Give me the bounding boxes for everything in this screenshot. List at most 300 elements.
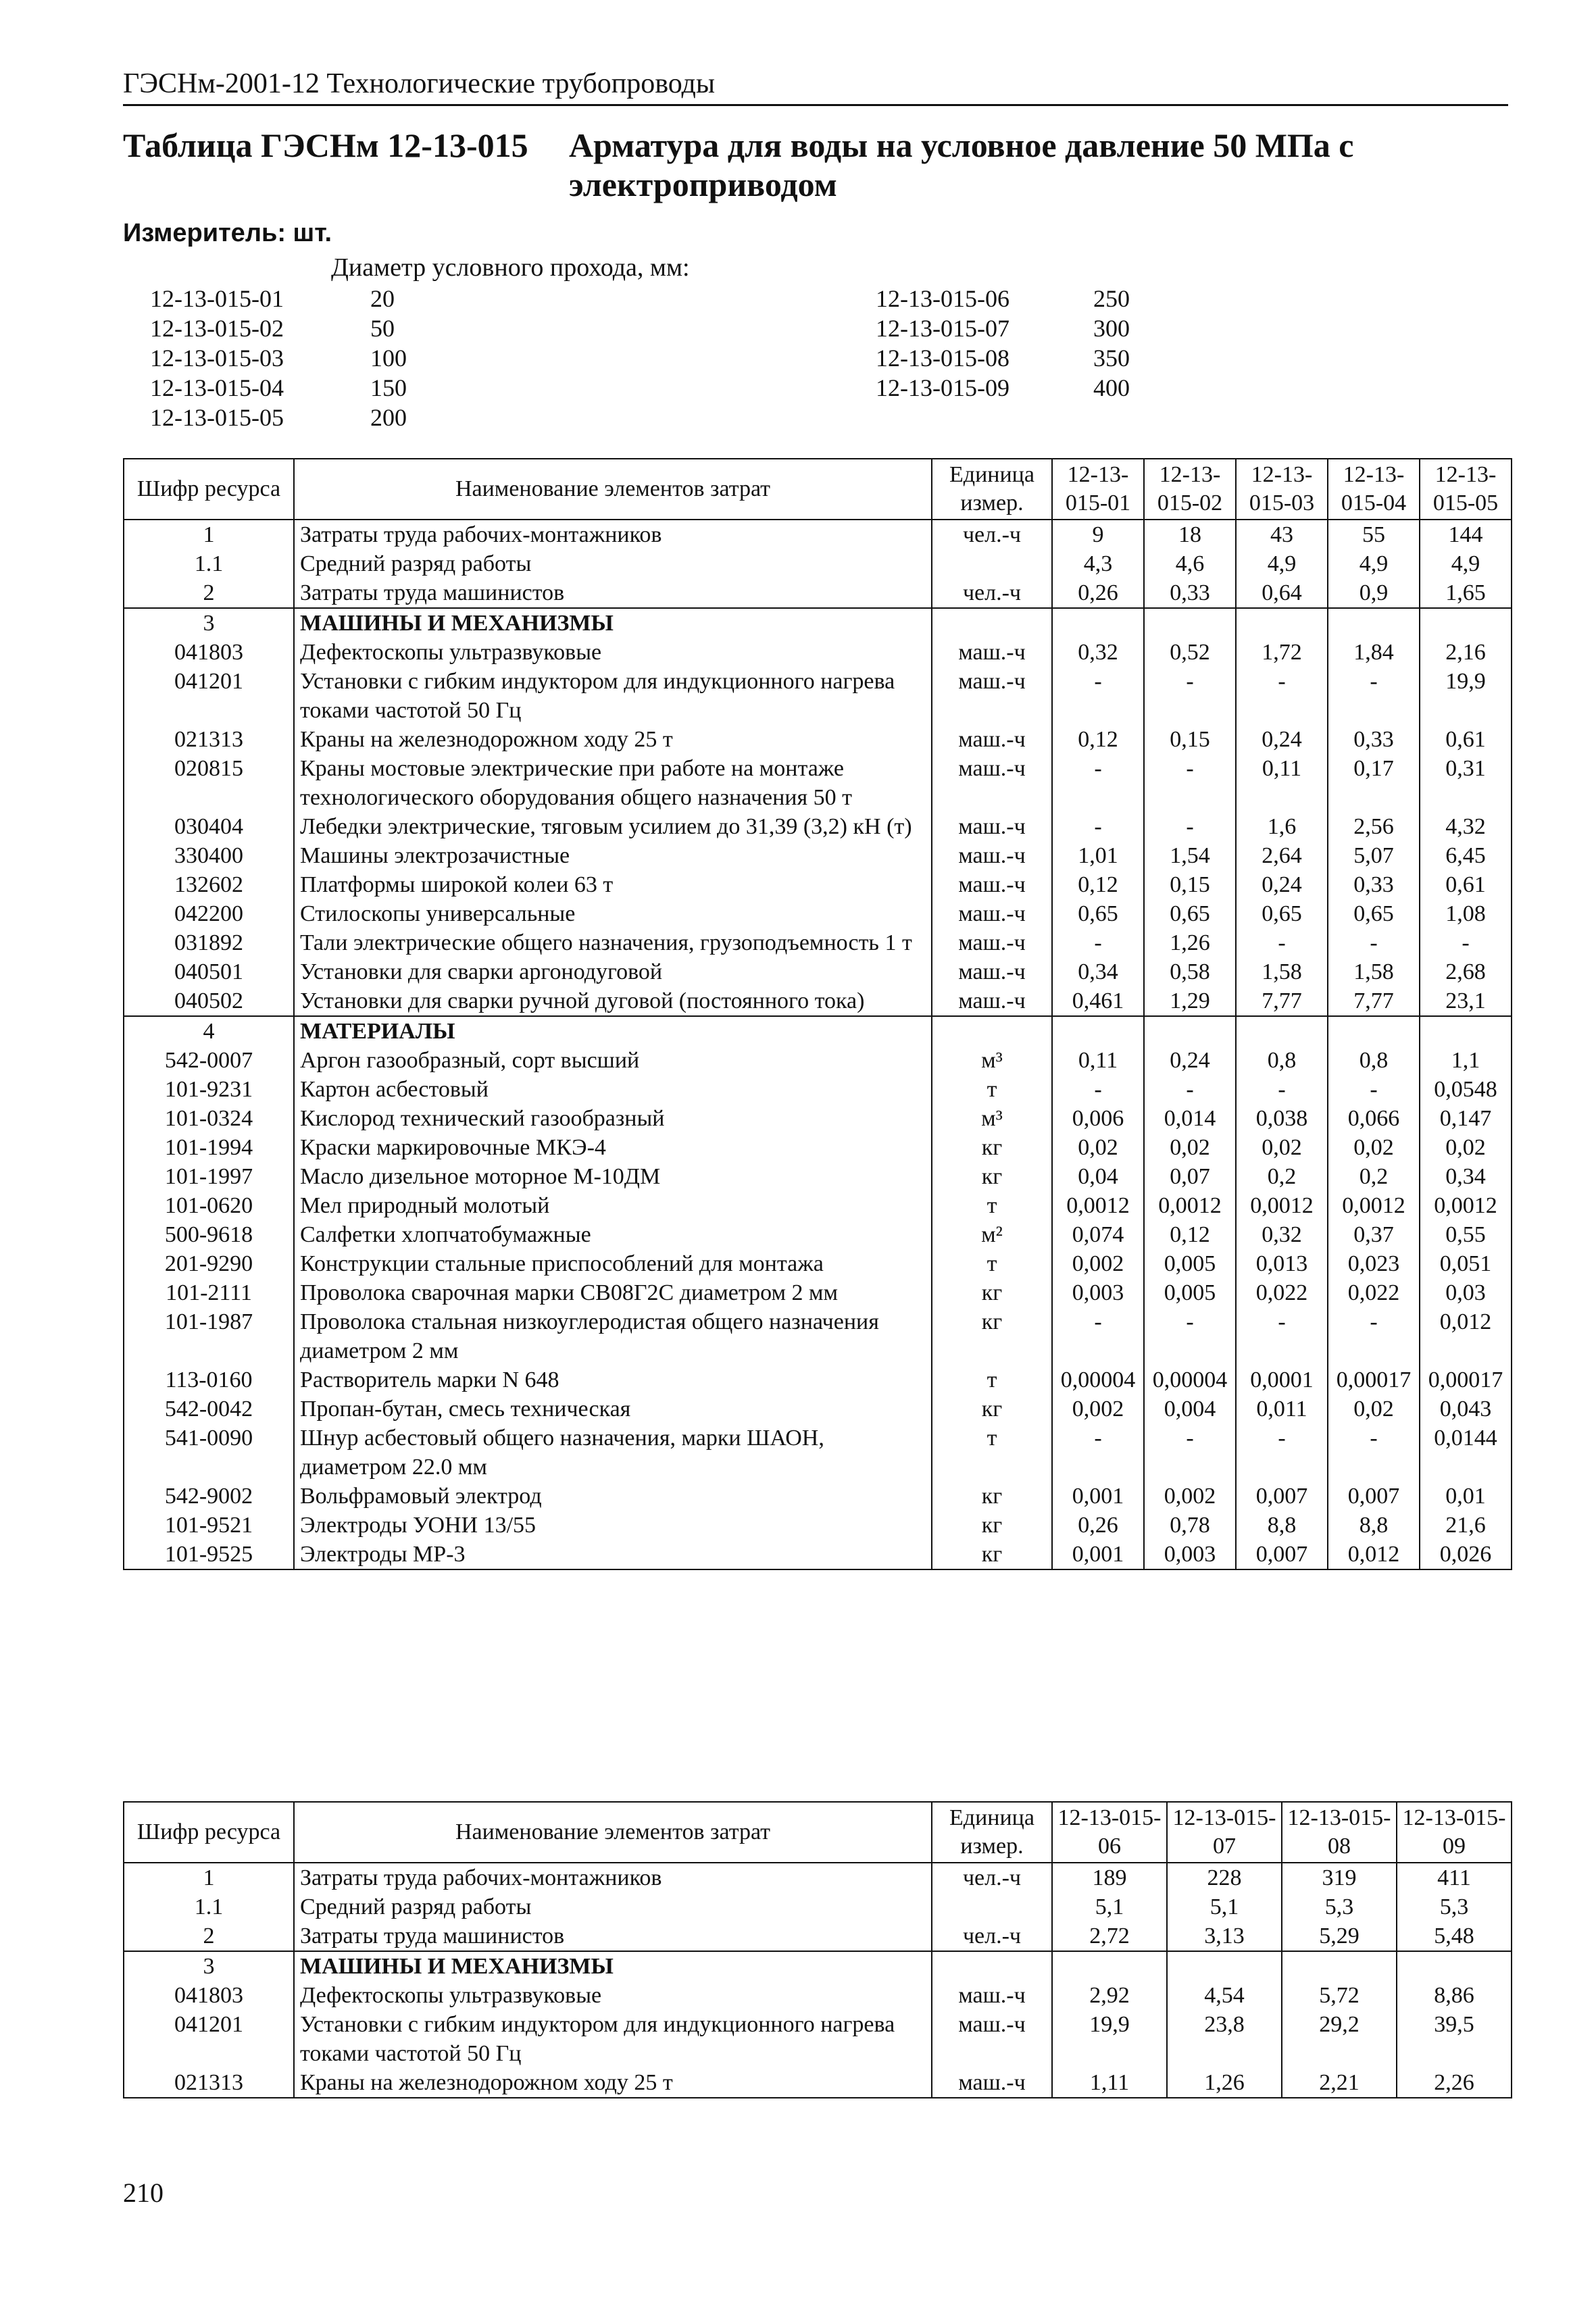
norm-value: 0,051 — [1420, 1249, 1512, 1278]
norm-value: - — [1328, 667, 1420, 725]
norm-value: 0,65 — [1236, 899, 1328, 928]
running-title: ГЭСНм-2001-12 Технологические трубопроводы — [123, 66, 1508, 106]
variant-diameter: 50 — [370, 315, 395, 342]
norm-value: 5,1 — [1167, 1892, 1282, 1921]
section-row — [124, 1016, 1512, 1046]
column-header: 12-13-015-09 — [1397, 1802, 1512, 1863]
cost-element-name: Масло дизельное моторное М-10ДМ — [294, 1162, 932, 1191]
norm-value: 0,65 — [1052, 899, 1144, 928]
cost-element-name: Шнур асбестовый общего назначения, марки ШАОН, диаметром 22.0 мм — [294, 1424, 932, 1482]
norm-value — [1420, 1016, 1512, 1046]
norm-value: - — [1052, 928, 1144, 957]
norm-value: 8,8 — [1236, 1511, 1328, 1540]
resource-code: 041201 — [124, 667, 294, 725]
column-header: Наименование элементов затрат — [294, 1802, 932, 1863]
norm-value: 0,003 — [1052, 1278, 1144, 1307]
table-row — [124, 928, 1512, 957]
norm-value: - — [1144, 812, 1236, 841]
norm-value: 0,00004 — [1144, 1365, 1236, 1394]
cost-element-name: Средний разряд работы — [294, 1892, 932, 1921]
norm-value: 55 — [1328, 520, 1420, 549]
table-row — [124, 754, 1512, 812]
norm-value: 0,15 — [1144, 870, 1236, 899]
column-header: 12-13-015-05 — [1420, 459, 1512, 520]
norm-value: - — [1328, 928, 1420, 957]
norm-value: 0,07 — [1144, 1162, 1236, 1191]
column-header: Единица измер. — [932, 459, 1052, 520]
resource-code: 021313 — [124, 725, 294, 754]
norm-value: 0,33 — [1328, 870, 1420, 899]
norm-value: 1,65 — [1420, 578, 1512, 608]
norm-value: 0,074 — [1052, 1220, 1144, 1249]
norm-value: - — [1236, 667, 1328, 725]
norm-value: 0,8 — [1236, 1046, 1328, 1075]
unit-of-measure — [932, 1892, 1052, 1921]
table-2-header — [124, 1802, 1512, 1863]
resource-code: 101-9521 — [124, 1511, 294, 1540]
cost-element-name: Краны на железнодорожном ходу 25 т — [294, 725, 932, 754]
norm-value: 0,014 — [1144, 1104, 1236, 1133]
unit-of-measure: чел.-ч — [932, 578, 1052, 608]
table-row — [124, 1365, 1512, 1394]
norm-value: 23,8 — [1167, 2010, 1282, 2068]
norm-value: 0,007 — [1328, 1482, 1420, 1511]
norm-value: 0,00004 — [1052, 1365, 1144, 1394]
norm-value: 4,9 — [1236, 549, 1328, 578]
unit-of-measure — [932, 1951, 1052, 1981]
cost-element-name: Салфетки хлопчатобумажные — [294, 1220, 932, 1249]
resource-code: 542-0007 — [124, 1046, 294, 1075]
norm-value: 0,31 — [1420, 754, 1512, 812]
norm-value: 4,9 — [1328, 549, 1420, 578]
table-title: Арматура для воды на условное давление 50 МПа с электроприводом — [569, 126, 1354, 203]
norm-value: 5,1 — [1052, 1892, 1167, 1921]
norm-value: 2,56 — [1328, 812, 1420, 841]
variant-diameter: 20 — [370, 285, 395, 312]
norm-value: 0,002 — [1144, 1482, 1236, 1511]
norm-value: 0,0012 — [1144, 1191, 1236, 1220]
norm-value: 0,02 — [1144, 1133, 1236, 1162]
norm-value: 5,3 — [1397, 1892, 1512, 1921]
norm-value: 2,64 — [1236, 841, 1328, 870]
norm-value: - — [1144, 754, 1236, 812]
norm-value: 0,026 — [1420, 1540, 1512, 1569]
table-row — [124, 638, 1512, 667]
table-row — [124, 1220, 1512, 1249]
norm-value: 0,12 — [1144, 1220, 1236, 1249]
norm-value: - — [1236, 928, 1328, 957]
norm-value: - — [1236, 1424, 1328, 1482]
norm-value: 0,24 — [1236, 870, 1328, 899]
table-row — [124, 957, 1512, 986]
norm-value: 0,78 — [1144, 1511, 1236, 1540]
table-row — [124, 1863, 1512, 1892]
norm-value: 5,07 — [1328, 841, 1420, 870]
unit-of-measure: кг — [932, 1511, 1052, 1540]
cost-element-name: Конструкции стальные приспособлений для монтажа — [294, 1249, 932, 1278]
table-row — [124, 549, 1512, 578]
norm-value: 1,72 — [1236, 638, 1328, 667]
resource-code: 3 — [124, 1951, 294, 1981]
norm-value: 0,52 — [1144, 638, 1236, 667]
norm-value: 0,0001 — [1236, 1365, 1328, 1394]
section-row — [124, 608, 1512, 638]
table-row — [124, 1921, 1512, 1951]
norm-value: 0,022 — [1328, 1278, 1420, 1307]
norm-value: 0,55 — [1420, 1220, 1512, 1249]
cost-element-name: Средний разряд работы — [294, 549, 932, 578]
resource-code: 040501 — [124, 957, 294, 986]
resource-code: 2 — [124, 1921, 294, 1951]
norm-value: - — [1328, 1307, 1420, 1365]
norm-value: 0,37 — [1328, 1220, 1420, 1249]
norm-value: - — [1052, 754, 1144, 812]
norm-value — [1328, 608, 1420, 638]
cost-element-name: Проволока стальная низкоуглеродистая общего назначения диаметром 2 мм — [294, 1307, 932, 1365]
norm-value: 1,11 — [1052, 2068, 1167, 2098]
norm-value: - — [1144, 1424, 1236, 1482]
norm-value: 0,61 — [1420, 870, 1512, 899]
cost-element-name: Растворитель марки N 648 — [294, 1365, 932, 1394]
norm-value: 0,11 — [1236, 754, 1328, 812]
table-1-header — [124, 459, 1512, 520]
norm-value: 0,043 — [1420, 1394, 1512, 1424]
meter-label: Измеритель: шт. — [123, 219, 332, 247]
norm-value: 4,54 — [1167, 1981, 1282, 2010]
cost-element-name: Проволока сварочная марки СВ08Г2С диаметром 2 мм — [294, 1278, 932, 1307]
norm-value: 1,54 — [1144, 841, 1236, 870]
page-number: 210 — [123, 2178, 164, 2208]
norm-value: 0,007 — [1236, 1482, 1328, 1511]
unit-of-measure — [932, 608, 1052, 638]
cost-element-name: Дефектоскопы ультразвуковые — [294, 638, 932, 667]
norm-value: 0,9 — [1328, 578, 1420, 608]
cost-element-name: Мел природный молотый — [294, 1191, 932, 1220]
cost-element-name: Краски маркировочные МКЭ-4 — [294, 1133, 932, 1162]
norm-value: 0,26 — [1052, 578, 1144, 608]
norm-value: 2,68 — [1420, 957, 1512, 986]
unit-of-measure: маш.-ч — [932, 1981, 1052, 2010]
column-header: 12-13-015-02 — [1144, 459, 1236, 520]
variant-diameter: 100 — [370, 345, 407, 372]
norm-value: 0,013 — [1236, 1249, 1328, 1278]
variant-code: 12-13-015-07 — [876, 315, 1009, 342]
norm-value — [1144, 1016, 1236, 1046]
table-row — [124, 1249, 1512, 1278]
norm-value: 0,02 — [1420, 1133, 1512, 1162]
variant-diameter: 400 — [1093, 374, 1130, 401]
table-row — [124, 1075, 1512, 1104]
resource-code: 101-1997 — [124, 1162, 294, 1191]
column-header: Единица измер. — [932, 1802, 1052, 1863]
table-row — [124, 2068, 1512, 2098]
table-code: Таблица ГЭСНм 12-13-015 — [123, 126, 528, 164]
unit-of-measure: т — [932, 1075, 1052, 1104]
norm-value — [1328, 1016, 1420, 1046]
unit-of-measure: маш.-ч — [932, 754, 1052, 812]
resource-code: 330400 — [124, 841, 294, 870]
unit-of-measure: м³ — [932, 1104, 1052, 1133]
norm-value: 5,29 — [1282, 1921, 1397, 1951]
norm-value: 0,0012 — [1236, 1191, 1328, 1220]
table-row — [124, 1133, 1512, 1162]
variant-code: 12-13-015-08 — [876, 345, 1009, 372]
cost-element-name: Тали электрические общего назначения, грузоподъемность 1 т — [294, 928, 932, 957]
norm-value: - — [1328, 1075, 1420, 1104]
table-row — [124, 1278, 1512, 1307]
cost-element-name: Краны на железнодорожном ходу 25 т — [294, 2068, 932, 2098]
norm-value: 0,61 — [1420, 725, 1512, 754]
variant-diameter: 350 — [1093, 345, 1130, 372]
norm-value: 0,65 — [1144, 899, 1236, 928]
table-row — [124, 667, 1512, 725]
resource-code: 1.1 — [124, 549, 294, 578]
unit-of-measure: маш.-ч — [932, 667, 1052, 725]
cost-element-name: Установки для сварки ручной дуговой (постоянного тока) — [294, 986, 932, 1016]
table-row — [124, 725, 1512, 754]
norm-value: 0,02 — [1236, 1133, 1328, 1162]
table-row — [124, 986, 1512, 1016]
unit-of-measure: кг — [932, 1540, 1052, 1569]
resource-code: 030404 — [124, 812, 294, 841]
table-row — [124, 578, 1512, 608]
norm-value: 3,13 — [1167, 1921, 1282, 1951]
unit-of-measure: маш.-ч — [932, 812, 1052, 841]
norm-value: 189 — [1052, 1863, 1167, 1892]
column-header: 12-13-015-06 — [1052, 1802, 1167, 1863]
unit-of-measure: маш.-ч — [932, 928, 1052, 957]
norm-value: 0,01 — [1420, 1482, 1512, 1511]
norm-value: 4,3 — [1052, 549, 1144, 578]
variant-code: 12-13-015-09 — [876, 374, 1009, 401]
unit-of-measure: м² — [932, 1220, 1052, 1249]
variant-code: 12-13-015-03 — [150, 345, 284, 372]
norm-value: 0,023 — [1328, 1249, 1420, 1278]
norm-value: 4,9 — [1420, 549, 1512, 578]
resource-code: 020815 — [124, 754, 294, 812]
unit-of-measure: кг — [932, 1133, 1052, 1162]
resource-code: 101-0324 — [124, 1104, 294, 1133]
norm-value: - — [1236, 1075, 1328, 1104]
norm-value: 1,58 — [1236, 957, 1328, 986]
cost-element-name: Картон асбестовый — [294, 1075, 932, 1104]
norm-value: 0,15 — [1144, 725, 1236, 754]
norm-value: - — [1052, 1075, 1144, 1104]
unit-of-measure: маш.-ч — [932, 2010, 1052, 2068]
norm-value: 0,461 — [1052, 986, 1144, 1016]
resource-code: 542-0042 — [124, 1394, 294, 1424]
norm-value: 411 — [1397, 1863, 1512, 1892]
table-row — [124, 1511, 1512, 1540]
unit-of-measure: кг — [932, 1162, 1052, 1191]
norm-value: 5,48 — [1397, 1921, 1512, 1951]
variant-code: 12-13-015-01 — [150, 285, 284, 312]
resource-code: 101-9525 — [124, 1540, 294, 1569]
norm-value: 144 — [1420, 520, 1512, 549]
norm-value: 5,72 — [1282, 1981, 1397, 2010]
norm-value: 1,1 — [1420, 1046, 1512, 1075]
table-row — [124, 899, 1512, 928]
unit-of-measure: маш.-ч — [932, 899, 1052, 928]
cost-element-name: Машины электрозачистные — [294, 841, 932, 870]
norm-value: - — [1052, 1307, 1144, 1365]
column-header: Наименование элементов затрат — [294, 459, 932, 520]
norm-value: - — [1236, 1307, 1328, 1365]
norm-value: 0,012 — [1420, 1307, 1512, 1365]
resource-code: 042200 — [124, 899, 294, 928]
norm-value: 0,02 — [1328, 1394, 1420, 1424]
norm-value: 0,33 — [1144, 578, 1236, 608]
variant-code: 12-13-015-04 — [150, 374, 284, 401]
norm-value: 8,86 — [1397, 1981, 1512, 2010]
resource-code: 4 — [124, 1016, 294, 1046]
norm-value: 1,26 — [1144, 928, 1236, 957]
norm-value: 0,004 — [1144, 1394, 1236, 1424]
norm-value: 1,6 — [1236, 812, 1328, 841]
norm-value: 21,6 — [1420, 1511, 1512, 1540]
unit-of-measure: маш.-ч — [932, 957, 1052, 986]
norm-value: 0,0012 — [1052, 1191, 1144, 1220]
norm-value: 0,038 — [1236, 1104, 1328, 1133]
unit-of-measure: м³ — [932, 1046, 1052, 1075]
table-row — [124, 1892, 1512, 1921]
cost-element-name: Дефектоскопы ультразвуковые — [294, 1981, 932, 2010]
unit-of-measure: чел.-ч — [932, 1921, 1052, 1951]
norm-value — [1282, 1951, 1397, 1981]
norm-value: 6,45 — [1420, 841, 1512, 870]
cost-element-name: Краны мостовые электрические при работе на монтаже технологического оборудования общего назначения 50 т — [294, 754, 932, 812]
norm-value — [1052, 1016, 1144, 1046]
column-header: 12-13-015-04 — [1328, 459, 1420, 520]
norm-value: 0,006 — [1052, 1104, 1144, 1133]
unit-of-measure: кг — [932, 1394, 1052, 1424]
norm-value — [1052, 608, 1144, 638]
norm-value: 2,72 — [1052, 1921, 1167, 1951]
table-row — [124, 1307, 1512, 1365]
cost-element-name: Кислород технический газообразный — [294, 1104, 932, 1133]
unit-of-measure: маш.-ч — [932, 870, 1052, 899]
resource-code: 542-9002 — [124, 1482, 294, 1511]
resource-code: 101-0620 — [124, 1191, 294, 1220]
norm-value: 18 — [1144, 520, 1236, 549]
column-header: 12-13-015-03 — [1236, 459, 1328, 520]
norm-value: 1,29 — [1144, 986, 1236, 1016]
norm-value: 0,00017 — [1420, 1365, 1512, 1394]
norm-value: 19,9 — [1420, 667, 1512, 725]
norm-value: 4,6 — [1144, 549, 1236, 578]
norm-value: - — [1420, 928, 1512, 957]
norm-value: 23,1 — [1420, 986, 1512, 1016]
norm-value: 0,12 — [1052, 725, 1144, 754]
norm-value: 0,24 — [1236, 725, 1328, 754]
norm-value: 0,00017 — [1328, 1365, 1420, 1394]
table-row — [124, 1191, 1512, 1220]
unit-of-measure: т — [932, 1424, 1052, 1482]
norm-value: 0,34 — [1052, 957, 1144, 986]
norm-value: 0,64 — [1236, 578, 1328, 608]
norms-table-2 — [123, 1801, 1512, 2098]
resource-code: 1 — [124, 1863, 294, 1892]
cost-element-name: Лебедки электрические, тяговым усилием до 31,39 (3,2) кН (т) — [294, 812, 932, 841]
resource-code: 3 — [124, 608, 294, 638]
resource-code: 500-9618 — [124, 1220, 294, 1249]
unit-of-measure: т — [932, 1191, 1052, 1220]
unit-of-measure — [932, 1016, 1052, 1046]
norm-value: 0,17 — [1328, 754, 1420, 812]
norm-value: 2,92 — [1052, 1981, 1167, 2010]
norm-value — [1167, 1951, 1282, 1981]
norm-value: 0,02 — [1052, 1133, 1144, 1162]
norm-value: 0,003 — [1144, 1540, 1236, 1569]
norm-value: 0,02 — [1328, 1133, 1420, 1162]
column-header: Шифр ресурса — [124, 459, 294, 520]
resource-code: 041803 — [124, 1981, 294, 2010]
unit-of-measure: кг — [932, 1278, 1052, 1307]
unit-of-measure — [932, 549, 1052, 578]
cost-element-name: Затраты труда машинистов — [294, 1921, 932, 1951]
cost-element-name: Электроды МР-3 — [294, 1540, 932, 1569]
unit-of-measure: чел.-ч — [932, 520, 1052, 549]
norm-value: 1,01 — [1052, 841, 1144, 870]
norm-value: 0,12 — [1052, 870, 1144, 899]
cost-element-name: Затраты труда рабочих-монтажников — [294, 520, 932, 549]
resource-code: 031892 — [124, 928, 294, 957]
norm-value: 0,04 — [1052, 1162, 1144, 1191]
resource-code: 1.1 — [124, 1892, 294, 1921]
cost-element-name: Затраты труда рабочих-монтажников — [294, 1863, 932, 1892]
norm-value: 0,0548 — [1420, 1075, 1512, 1104]
table-row — [124, 1540, 1512, 1569]
norm-value: 0,65 — [1328, 899, 1420, 928]
resource-code: 041201 — [124, 2010, 294, 2068]
unit-of-measure: маш.-ч — [932, 725, 1052, 754]
norm-value: - — [1144, 1307, 1236, 1365]
unit-of-measure: маш.-ч — [932, 841, 1052, 870]
table-row — [124, 870, 1512, 899]
norm-value: 1,84 — [1328, 638, 1420, 667]
table-row — [124, 1981, 1512, 2010]
norm-value: 7,77 — [1236, 986, 1328, 1016]
resource-code: 1 — [124, 520, 294, 549]
unit-of-measure: кг — [932, 1482, 1052, 1511]
cost-element-name: МАШИНЫ И МЕХАНИЗМЫ — [294, 1951, 932, 1981]
norm-value: 319 — [1282, 1863, 1397, 1892]
norm-value: 7,77 — [1328, 986, 1420, 1016]
variant-diameter: 150 — [370, 374, 407, 401]
cost-element-name: Затраты труда машинистов — [294, 578, 932, 608]
resource-code: 132602 — [124, 870, 294, 899]
norm-value: 0,007 — [1236, 1540, 1328, 1569]
norm-value: 19,9 — [1052, 2010, 1167, 2068]
norm-value: 8,8 — [1328, 1511, 1420, 1540]
norm-value: 4,32 — [1420, 812, 1512, 841]
norm-value: 0,0012 — [1420, 1191, 1512, 1220]
norm-value: 0,002 — [1052, 1394, 1144, 1424]
norm-value — [1420, 608, 1512, 638]
column-header: 12-13-015-01 — [1052, 459, 1144, 520]
column-header: 12-13-015-07 — [1167, 1802, 1282, 1863]
norm-value: - — [1052, 667, 1144, 725]
unit-of-measure: чел.-ч — [932, 1863, 1052, 1892]
norm-value: 0,022 — [1236, 1278, 1328, 1307]
norm-value: - — [1144, 1075, 1236, 1104]
variant-code: 12-13-015-02 — [150, 315, 284, 342]
resource-code: 201-9290 — [124, 1249, 294, 1278]
cost-element-name: Пропан-бутан, смесь техническая — [294, 1394, 932, 1424]
norm-value: 43 — [1236, 520, 1328, 549]
table-row — [124, 1394, 1512, 1424]
cost-element-name: МАТЕРИАЛЫ — [294, 1016, 932, 1046]
